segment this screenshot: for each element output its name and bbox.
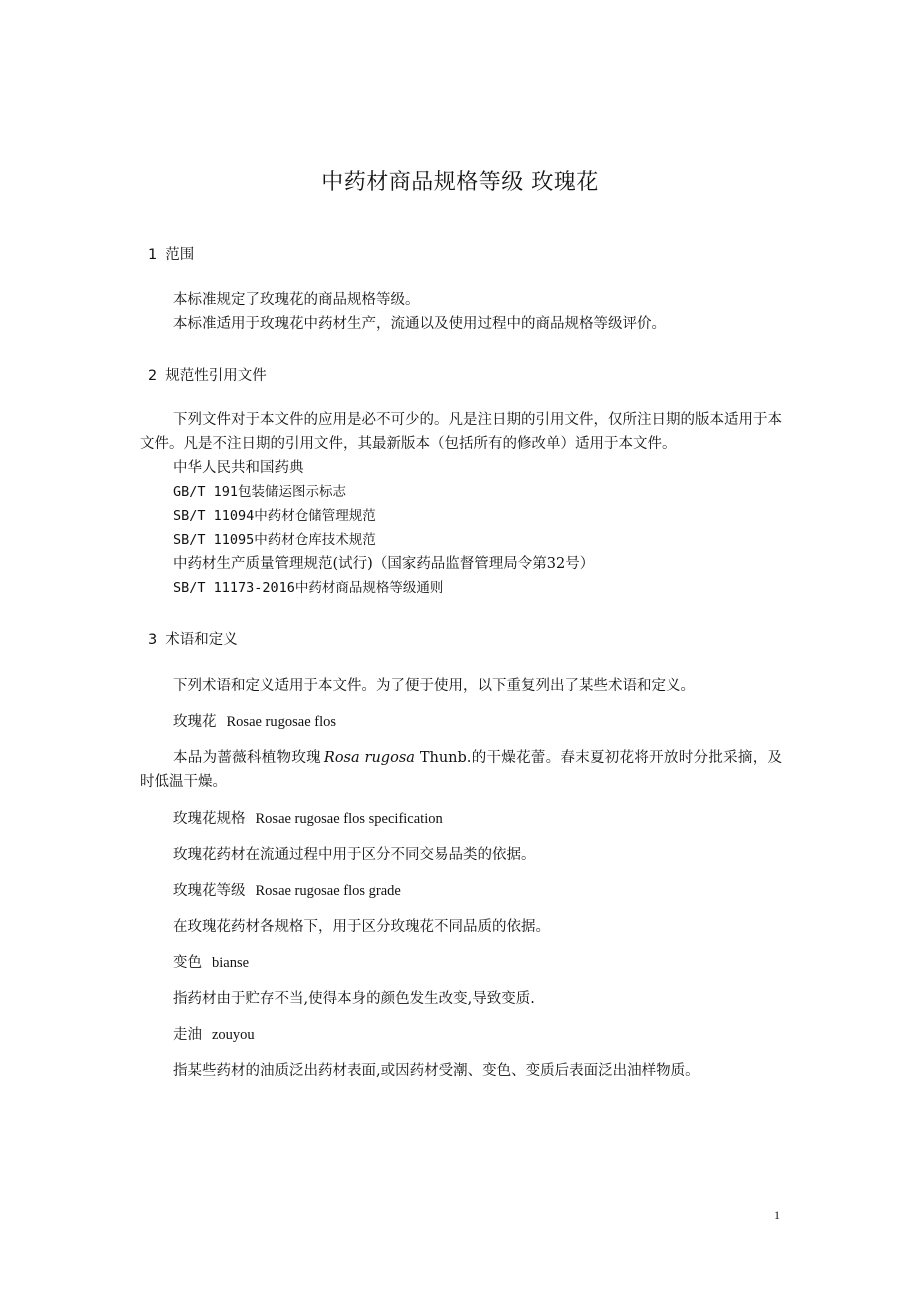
term-en: bianse: [212, 955, 250, 971]
term-heading: [173, 807, 443, 831]
term-heading: [173, 951, 249, 975]
paragraph: 本标准适用于玫瑰花中药材生产，流通以及使用过程中的商品规格等级评价。: [173, 316, 666, 332]
term-en: Rosae rugosae flos specification: [255, 811, 443, 827]
term-heading: [173, 710, 336, 734]
term-zh: 玫瑰花规格: [173, 811, 246, 827]
reference-item: SB/T 11095中药材仓库技术规范: [173, 532, 376, 548]
paragraph: 本标准规定了玫瑰花的商品规格等级。: [173, 292, 420, 308]
section-title: 术语和定义: [165, 632, 238, 648]
term-definition: 指药材由于贮存不当,使得本身的颜色发生改变,导致变质.: [173, 991, 535, 1007]
term-heading: [173, 879, 401, 903]
paragraph: 下列术语和定义适用于本文件。为了便于使用，以下重复列出了某些术语和定义。: [173, 678, 695, 694]
document-title: 中药材商品规格等级 玫瑰花: [321, 170, 599, 195]
section-2-heading: [148, 364, 267, 385]
section-number: 2: [148, 368, 158, 384]
section-3-heading: [148, 628, 238, 649]
page-number: 1: [774, 1208, 780, 1222]
term-zh: 玫瑰花: [173, 714, 217, 730]
term-zh: 变色: [173, 955, 202, 971]
latin-name: Rosa rugosa: [323, 750, 415, 766]
paragraph: 下列文件对于本文件的应用是必不可少的。凡是注日期的引用文件，仅所注日期的版本适用于本文件。凡是不注日期的引用文件，其最新版本（包括所有的修改单）适用于本文件。: [140, 412, 782, 452]
section-number: 1: [148, 247, 158, 263]
reference-item: 中华人民共和国药典: [173, 460, 304, 476]
term-definition: 玫瑰花药材在流通过程中用于区分不同交易品类的依据。: [173, 847, 536, 863]
section-title: 规范性引用文件: [165, 368, 267, 384]
term-en: zouyou: [212, 1027, 255, 1043]
term-definition: 在玫瑰花药材各规格下，用于区分玫瑰花不同品质的依据。: [173, 919, 550, 935]
term-zh: 玫瑰花等级: [173, 883, 246, 899]
term-heading: [173, 1023, 255, 1047]
reference-item: GB/T 191包装储运图示标志: [173, 484, 347, 500]
reference-item: SB/T 11094中药材仓储管理规范: [173, 508, 376, 524]
reference-item: 中药材生产质量管理规范(试行)（国家药品监督管理局令第32号）: [173, 556, 595, 572]
section-number: 3: [148, 632, 158, 648]
term-definition: 本品为蔷薇科植物玫瑰 Rosa rugosa Thunb.的干燥花蕾。春末夏初花将开放时分批采摘，及时低温干燥。: [140, 750, 783, 790]
section-title: 范围: [165, 247, 195, 263]
term-en: Rosae rugosae flos grade: [255, 883, 401, 899]
section-1-heading: [148, 243, 194, 264]
reference-item: SB/T 11173-2016中药材商品规格等级通则: [173, 580, 444, 596]
term-en: Rosae rugosae flos: [226, 714, 337, 730]
term-zh: 走油: [173, 1027, 202, 1043]
term-definition: 指某些药材的油质泛出药材表面,或因药材受潮、变色、变质后表面泛出油样物质。: [173, 1063, 700, 1079]
